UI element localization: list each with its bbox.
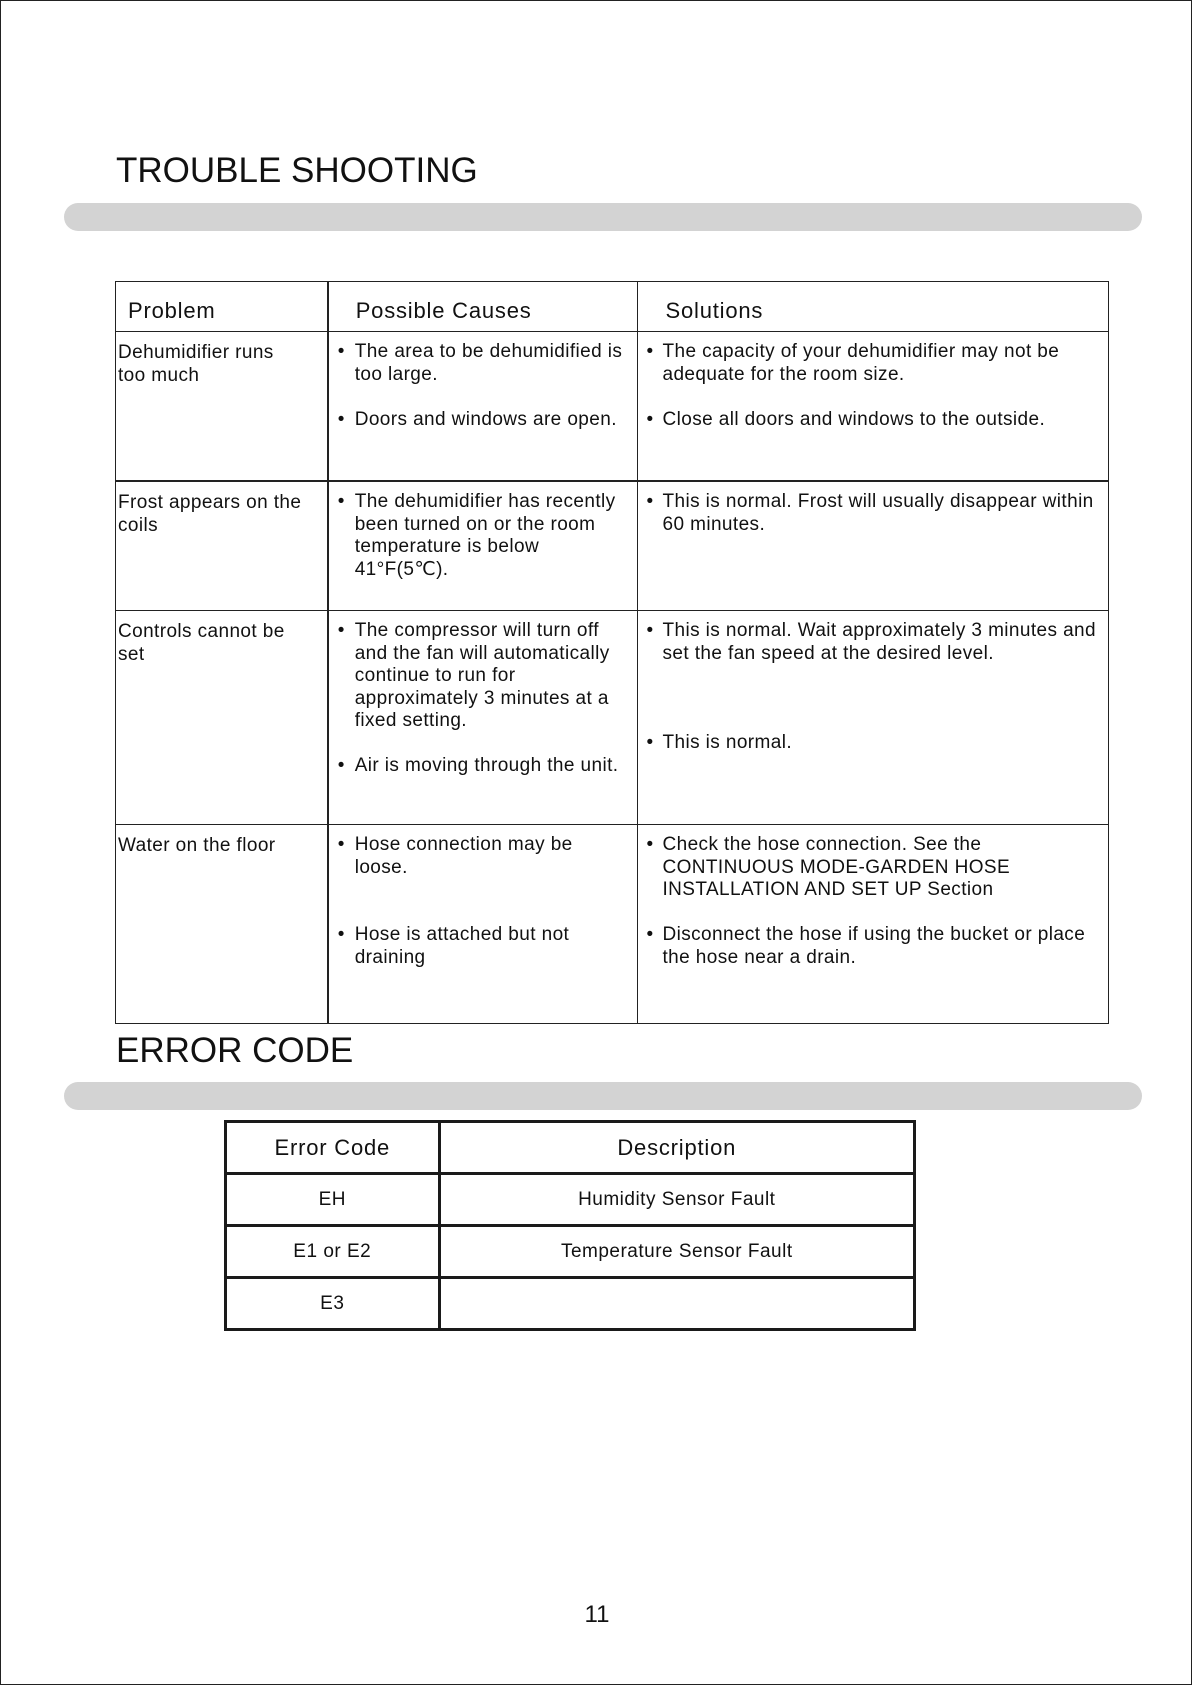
cause-item: • The dehumidifier has recently been turned on or the room temperature is below 41°F(5℃). bbox=[337, 491, 616, 580]
problem-text: Frost appears on the bbox=[118, 492, 302, 513]
header-description: Description bbox=[439, 1122, 914, 1174]
problem-cell bbox=[116, 332, 328, 482]
error-code-divider-bar bbox=[64, 1082, 1142, 1110]
problem-text: Dehumidifier runs bbox=[118, 342, 274, 363]
table-row bbox=[226, 1174, 915, 1226]
solution-item: • Close all doors and windows to the outside. bbox=[646, 408, 1046, 430]
problem-text: Controls cannot be bbox=[118, 621, 285, 642]
problem-text: coils bbox=[118, 514, 159, 536]
solution-item: • This is normal. bbox=[646, 732, 793, 753]
problem-cell bbox=[116, 825, 328, 1024]
error-code-title: ERROR CODE bbox=[116, 1031, 354, 1070]
header-possible-causes: Possible Causes bbox=[328, 282, 637, 332]
table-row bbox=[226, 1226, 915, 1278]
causes-cell bbox=[328, 332, 637, 482]
bullet-icon: • bbox=[337, 620, 345, 641]
bullet-icon: • bbox=[646, 620, 654, 641]
header-error-code: Error Code bbox=[226, 1122, 440, 1174]
cause-item: • The compressor will turn off and the fan will automatically continue to run for approximately 3 minutes at a fixed setting. bbox=[337, 620, 610, 731]
causes-cell bbox=[328, 611, 637, 825]
table-row bbox=[226, 1278, 915, 1330]
bullet-icon: • bbox=[337, 924, 345, 945]
error-description bbox=[439, 1278, 914, 1330]
bullet-icon: • bbox=[646, 408, 654, 430]
table-row bbox=[116, 332, 1109, 482]
error-code-value: E3 bbox=[226, 1278, 440, 1330]
troubleshooting-header-row bbox=[116, 282, 1109, 332]
troubleshooting-title: TROUBLE SHOOTING bbox=[116, 151, 478, 190]
bullet-icon: • bbox=[337, 491, 345, 512]
table-row bbox=[116, 481, 1109, 611]
error-code-table bbox=[224, 1120, 916, 1331]
bullet-icon: • bbox=[337, 755, 345, 776]
solution-item: • This is normal. Frost will usually disappear within 60 minutes. bbox=[646, 491, 1094, 535]
problem-cell bbox=[116, 481, 328, 611]
bullet-icon: • bbox=[337, 408, 345, 430]
solutions-cell bbox=[637, 481, 1109, 611]
error-code-value: E1 or E2 bbox=[226, 1226, 440, 1278]
bullet-icon: • bbox=[646, 834, 654, 855]
problem-text: too much bbox=[118, 364, 200, 386]
cause-item: • Doors and windows are open. bbox=[337, 408, 617, 430]
table-row bbox=[116, 825, 1109, 1024]
bullet-icon: • bbox=[337, 341, 345, 362]
bullet-icon: • bbox=[646, 341, 654, 362]
bullet-icon: • bbox=[646, 491, 654, 512]
problem-cell bbox=[116, 611, 328, 825]
solution-item: • Check the hose connection. See the CONTINUOUS MODE-GARDEN HOSE INSTALLATION AND SET UP Section bbox=[646, 834, 1011, 900]
problem-text: set bbox=[118, 643, 145, 665]
cause-item: • Hose is attached but not draining bbox=[337, 924, 570, 968]
error-code-value: EH bbox=[226, 1174, 440, 1226]
solutions-cell bbox=[637, 332, 1109, 482]
error-description: Temperature Sensor Fault bbox=[439, 1226, 914, 1278]
header-solutions: Solutions bbox=[637, 282, 1109, 332]
solution-item: • The capacity of your dehumidifier may not be adequate for the room size. bbox=[646, 341, 1060, 385]
error-code-header-row bbox=[226, 1122, 915, 1174]
troubleshooting-divider-bar bbox=[64, 203, 1142, 231]
problem-text: Water on the floor bbox=[118, 835, 276, 856]
header-problem: Problem bbox=[116, 282, 328, 332]
table-row bbox=[116, 611, 1109, 825]
solution-item: • This is normal. Wait approximately 3 minutes and set the fan speed at the desired level. bbox=[646, 620, 1096, 664]
bullet-icon: • bbox=[646, 732, 654, 753]
troubleshooting-table bbox=[115, 281, 1109, 1024]
cause-item: • Hose connection may be loose. bbox=[337, 834, 573, 878]
page-number: 11 bbox=[584, 1601, 610, 1628]
bullet-icon: • bbox=[337, 834, 345, 855]
causes-cell bbox=[328, 481, 637, 611]
cause-item: • The area to be dehumidified is too large. bbox=[337, 341, 623, 385]
cause-item: • Air is moving through the unit. bbox=[337, 755, 619, 776]
bullet-icon: • bbox=[646, 924, 654, 945]
error-description: Humidity Sensor Fault bbox=[439, 1174, 914, 1226]
causes-cell bbox=[328, 825, 637, 1024]
solution-item: • Disconnect the hose if using the bucket or place the hose near a drain. bbox=[646, 924, 1086, 968]
solutions-cell bbox=[637, 611, 1109, 825]
solutions-cell bbox=[637, 825, 1109, 1024]
